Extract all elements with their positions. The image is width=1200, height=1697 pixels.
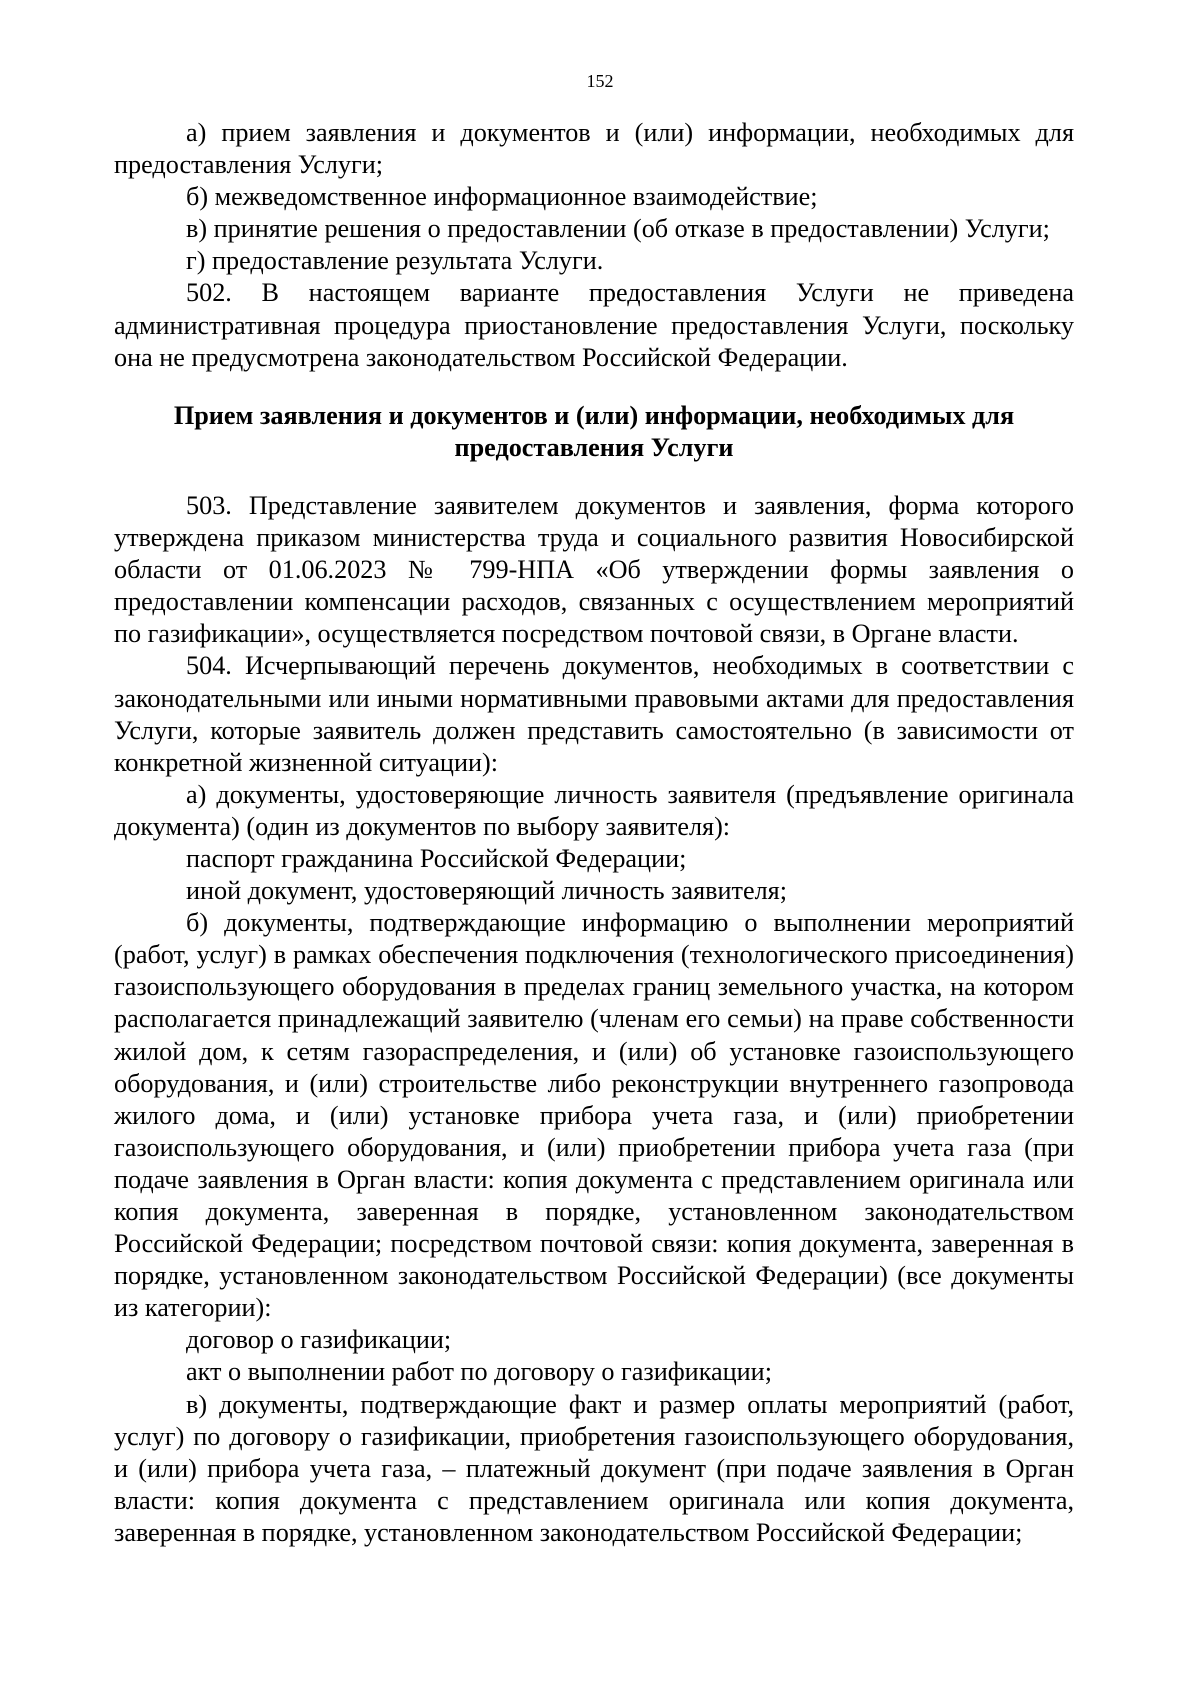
list-item-504-a: а) документы, удостоверяющие личность заявителя (предъявление оригинала документа) (один из документов по выбору заявителя): bbox=[114, 779, 1074, 841]
list-item-a: а) прием заявления и документов и (или) информации, необходимых для предоставления Услуги; bbox=[114, 118, 1074, 180]
paragraph-503: 503. Представление заявителем документов и заявления, форма которого утверждена приказом министерства труда и социального развития Новосибирской области от 01.06.2023 № 799-НПА «Об утверждении формы заявления о предоставлении компенсации расходов, связанных с осуществлением мероприятий по газификации», осуществляется посредством почтовой связи, в Органе власти. bbox=[114, 490, 1074, 649]
list-item-504-b: б) документы, подтверждающие информацию о выполнении мероприятий (работ, услуг) в рамках обеспечения подключения (технологического присоединения) газоиспользующего оборудования в пределах границ земельного участка, на котором располагается принадлежащий заявителю (членам его семьи) на праве собственности жилой дом, к сетям газораспределения, и (или) об установке газоиспользующего оборудования, и (или) строительстве либо реконструкции внутреннего газопровода жилого дома, и (или) установке прибора учета газа, и (или) приобретении газоиспользующего оборудования, и (или) приобретении прибора учета газа (при подаче заявления в Орган власти: копия документа с представлением оригинала или копия документа, заверенная в порядке, установленном законодательством Российской Федерации; посредством почтовой связи: копия документа, заверенная в порядке, установленном законодательством Российской Федерации) (все документы из категории): bbox=[114, 908, 1074, 1323]
list-item-b: б) межведомственное информационное взаимодействие; bbox=[186, 182, 818, 212]
section-heading: Прием заявления и документов и (или) информации, необходимых для предоставления Услуги bbox=[173, 400, 1015, 462]
list-item-d: г) предоставление результата Услуги. bbox=[186, 246, 604, 276]
list-item-504-c: в) документы, подтверждающие факт и размер оплаты мероприятий (работ, услуг) по договору о газификации, приобретения газоиспользующего оборудования, и (или) прибора учета газа, – платежный документ (при подаче заявления в Орган власти: копия документа с представлением оригинала или копия документа, заверенная в порядке, установленном законодательством Российской Федерации; bbox=[114, 1389, 1074, 1547]
list-subitem-act: акт о выполнении работ по договору о газификации; bbox=[186, 1357, 772, 1387]
list-item-c: в) принятие решения о предоставлении (об отказе в предоставлении) Услуги; bbox=[186, 214, 1050, 244]
list-subitem-passport: паспорт гражданина Российской Федерации; bbox=[186, 843, 687, 873]
paragraph-504: 504. Исчерпывающий перечень документов, необходимых в соответствии с законодательными или иными нормативными правовыми актами для предоставления Услуги, которые заявитель должен представить самостоятельно (в зависимости от конкретной жизненной ситуации): bbox=[114, 651, 1074, 777]
list-subitem-other-id: иной документ, удостоверяющий личность заявителя; bbox=[186, 876, 788, 906]
list-subitem-contract: договор о газификации; bbox=[186, 1325, 452, 1355]
document-body bbox=[114, 117, 1074, 1549]
page-number: 152 bbox=[586, 71, 614, 91]
paragraph-502: 502. В настоящем варианте предоставления Услуги не приведена административная процедура приостановление предоставления Услуги, поскольку она не предусмотрена законодательством Российской Федерации. bbox=[114, 278, 1074, 372]
